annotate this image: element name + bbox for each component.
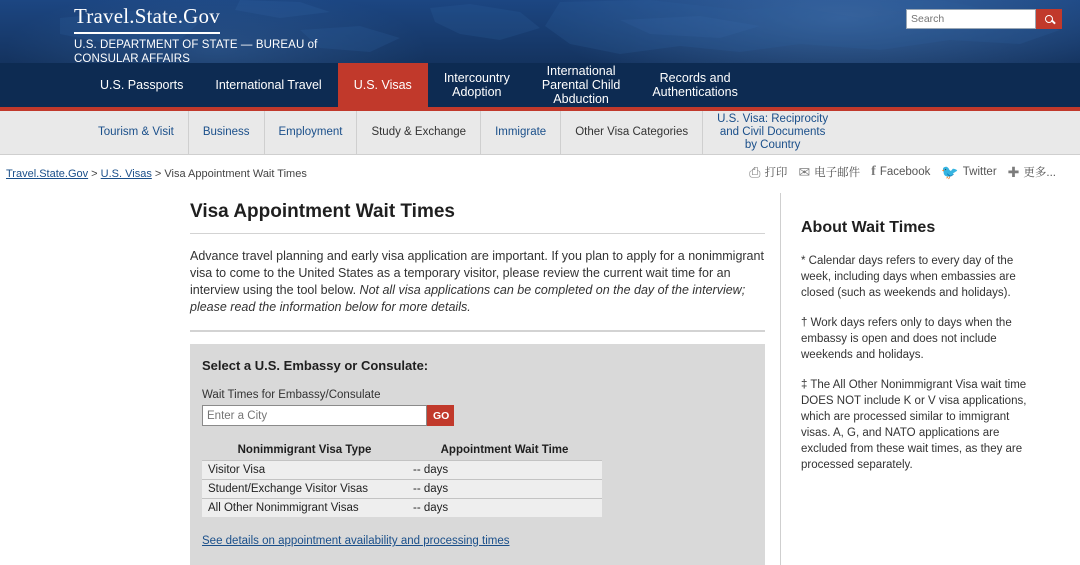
subnav-item-label: U.S. Visa: Reciprocity bbox=[717, 113, 829, 125]
table-row bbox=[202, 499, 602, 518]
nav-item-label: U.S. Visas bbox=[353, 78, 412, 92]
nav-item-international-travel[interactable] bbox=[199, 63, 337, 107]
search-input[interactable] bbox=[906, 9, 1036, 29]
nav-item-international-parental-child-abduction[interactable] bbox=[526, 63, 637, 107]
share-more-label: 更多... bbox=[1023, 167, 1056, 179]
cell-wait-time: -- days bbox=[407, 499, 602, 518]
nav-item-label: Authentications bbox=[652, 85, 738, 99]
title-divider bbox=[190, 233, 765, 234]
cell-visa-type: Visitor Visa bbox=[202, 461, 407, 480]
share-facebook-label: Facebook bbox=[879, 166, 931, 178]
subnav-item-other-visa-categories[interactable] bbox=[561, 111, 703, 154]
breadcrumb-link-us-visas[interactable]: U.S. Visas bbox=[100, 168, 152, 180]
table-row bbox=[202, 480, 602, 499]
subnav-item-label: Immigrate bbox=[495, 126, 547, 138]
subnav-item-visa-reciprocity[interactable] bbox=[703, 111, 842, 154]
intro-text-italic: Not all visa applications can be completed on the day of the interview; please read the information below for more details. bbox=[190, 283, 746, 314]
share-email[interactable] bbox=[798, 164, 860, 180]
subnav-item-label: Other Visa Categories bbox=[575, 126, 689, 138]
share-more[interactable] bbox=[1008, 164, 1056, 180]
go-button[interactable]: GO bbox=[427, 405, 454, 426]
facebook-icon: f bbox=[871, 164, 876, 179]
breadcrumb-separator: > bbox=[88, 168, 101, 180]
main-layout bbox=[0, 193, 1080, 565]
nav-item-label: Abduction bbox=[553, 92, 609, 106]
subnav-item-employment[interactable] bbox=[265, 111, 358, 154]
table-header-row bbox=[202, 442, 602, 461]
wait-times-table bbox=[202, 442, 602, 517]
city-field-label: Wait Times for Embassy/Consulate bbox=[202, 389, 381, 401]
subnav-item-label: by Country bbox=[744, 139, 801, 151]
share-toolbar bbox=[749, 164, 1062, 180]
nav-item-label: Parental Child bbox=[541, 78, 621, 92]
nav-item-us-visas[interactable] bbox=[338, 63, 428, 107]
nav-item-label: Records and bbox=[659, 71, 731, 85]
envelope-icon: ✉ bbox=[798, 164, 811, 180]
subnav-item-business[interactable] bbox=[189, 111, 265, 154]
subnav-item-label: Study & Exchange bbox=[371, 126, 467, 138]
main-content bbox=[190, 193, 765, 565]
cell-wait-time: -- days bbox=[407, 461, 602, 480]
nav-item-us-passports[interactable] bbox=[84, 63, 199, 107]
sidebar-paragraph-calendar-days: * Calendar days refers to every day of the week, including days when embassies are closed (such as weekends and holidays). bbox=[801, 255, 1016, 299]
cell-visa-type: All Other Nonimmigrant Visas bbox=[202, 499, 407, 518]
primary-navigation bbox=[0, 63, 1080, 111]
cell-wait-time: -- days bbox=[407, 480, 602, 499]
share-facebook[interactable] bbox=[871, 165, 930, 179]
sidebar-paragraph-all-other-visas: ‡ The All Other Nonimmigrant Visa wait time DOES NOT include K or V visa applications, which are processed similar to immigrant visas. A, G, and NATO applications are excluded from these wait times, as they are processed separately. bbox=[801, 379, 1027, 471]
nav-item-label: Intercountry bbox=[443, 71, 510, 85]
subnav-item-tourism-visit[interactable] bbox=[84, 111, 189, 154]
share-twitter[interactable] bbox=[941, 165, 996, 179]
nav-item-intercountry-adoption[interactable] bbox=[428, 63, 526, 107]
printer-icon: ⎙ bbox=[749, 164, 761, 180]
nav-item-label: Adoption bbox=[452, 85, 502, 99]
nav-item-label: International bbox=[546, 64, 616, 78]
breadcrumb-row bbox=[0, 155, 1080, 193]
site-search[interactable] bbox=[906, 9, 1062, 29]
search-button[interactable] bbox=[1036, 9, 1062, 29]
appointment-details-link[interactable]: See details on appointment availability and processing times bbox=[202, 535, 510, 547]
sidebar-paragraph-work-days: † Work days refers only to days when the embassy is open and does not include weekends and holidays. bbox=[801, 317, 1012, 361]
share-print-label: 打印 bbox=[764, 167, 788, 179]
cell-visa-type: Student/Exchange Visitor Visas bbox=[202, 480, 407, 499]
subnav-item-label: Employment bbox=[278, 126, 343, 138]
share-print[interactable] bbox=[749, 164, 787, 180]
site-title: Travel.State.Gov bbox=[74, 4, 220, 34]
search-icon bbox=[1045, 15, 1053, 23]
site-brand[interactable] bbox=[74, 4, 317, 63]
nav-item-label: International Travel bbox=[215, 78, 322, 92]
breadcrumb-current: Visa Appointment Wait Times bbox=[164, 168, 307, 180]
column-header-visa-type: Nonimmigrant Visa Type bbox=[237, 444, 372, 456]
sidebar-title: About Wait Times bbox=[801, 219, 936, 236]
subnav-item-study-exchange[interactable] bbox=[357, 111, 481, 154]
secondary-navigation bbox=[0, 111, 1080, 155]
city-search-row bbox=[202, 405, 753, 426]
dept-line-1: U.S. DEPARTMENT OF STATE — BUREAU of bbox=[74, 39, 318, 51]
subnav-item-label: and Civil Documents bbox=[719, 126, 826, 138]
subnav-item-immigrate[interactable] bbox=[481, 111, 561, 154]
intro-paragraph bbox=[190, 248, 765, 316]
intro-text: Advance travel planning and early visa application are important. If you plan to apply for a nonimmigrant visa to come to the United States as a temporary visitor, please review the current wait time for an interview using the tool below. bbox=[190, 249, 764, 297]
dept-line-2: CONSULAR AFFAIRS bbox=[74, 53, 190, 63]
nav-item-records-and-authentications[interactable] bbox=[636, 63, 753, 107]
breadcrumb-link-home[interactable]: Travel.State.Gov bbox=[6, 168, 89, 180]
panel-title: Select a U.S. Embassy or Consulate: bbox=[202, 358, 429, 373]
share-twitter-label: Twitter bbox=[962, 166, 997, 178]
table-row bbox=[202, 461, 602, 480]
page-title: Visa Appointment Wait Times bbox=[190, 201, 455, 222]
nav-item-label: U.S. Passports bbox=[100, 78, 184, 92]
breadcrumb bbox=[6, 168, 307, 180]
breadcrumb-separator: > bbox=[151, 168, 165, 180]
embassy-selector-panel bbox=[190, 344, 765, 565]
share-email-label: 电子邮件 bbox=[814, 167, 861, 179]
section-divider bbox=[190, 330, 765, 332]
plus-icon: ✚ bbox=[1007, 164, 1020, 180]
site-header bbox=[0, 0, 1080, 63]
city-input[interactable] bbox=[202, 405, 427, 426]
sidebar-about-wait-times bbox=[780, 193, 1040, 565]
subnav-item-label: Business bbox=[202, 126, 250, 138]
subnav-item-label: Tourism & Visit bbox=[98, 126, 174, 138]
twitter-icon: 🐦 bbox=[941, 164, 959, 180]
column-header-wait-time: Appointment Wait Time bbox=[440, 444, 569, 456]
